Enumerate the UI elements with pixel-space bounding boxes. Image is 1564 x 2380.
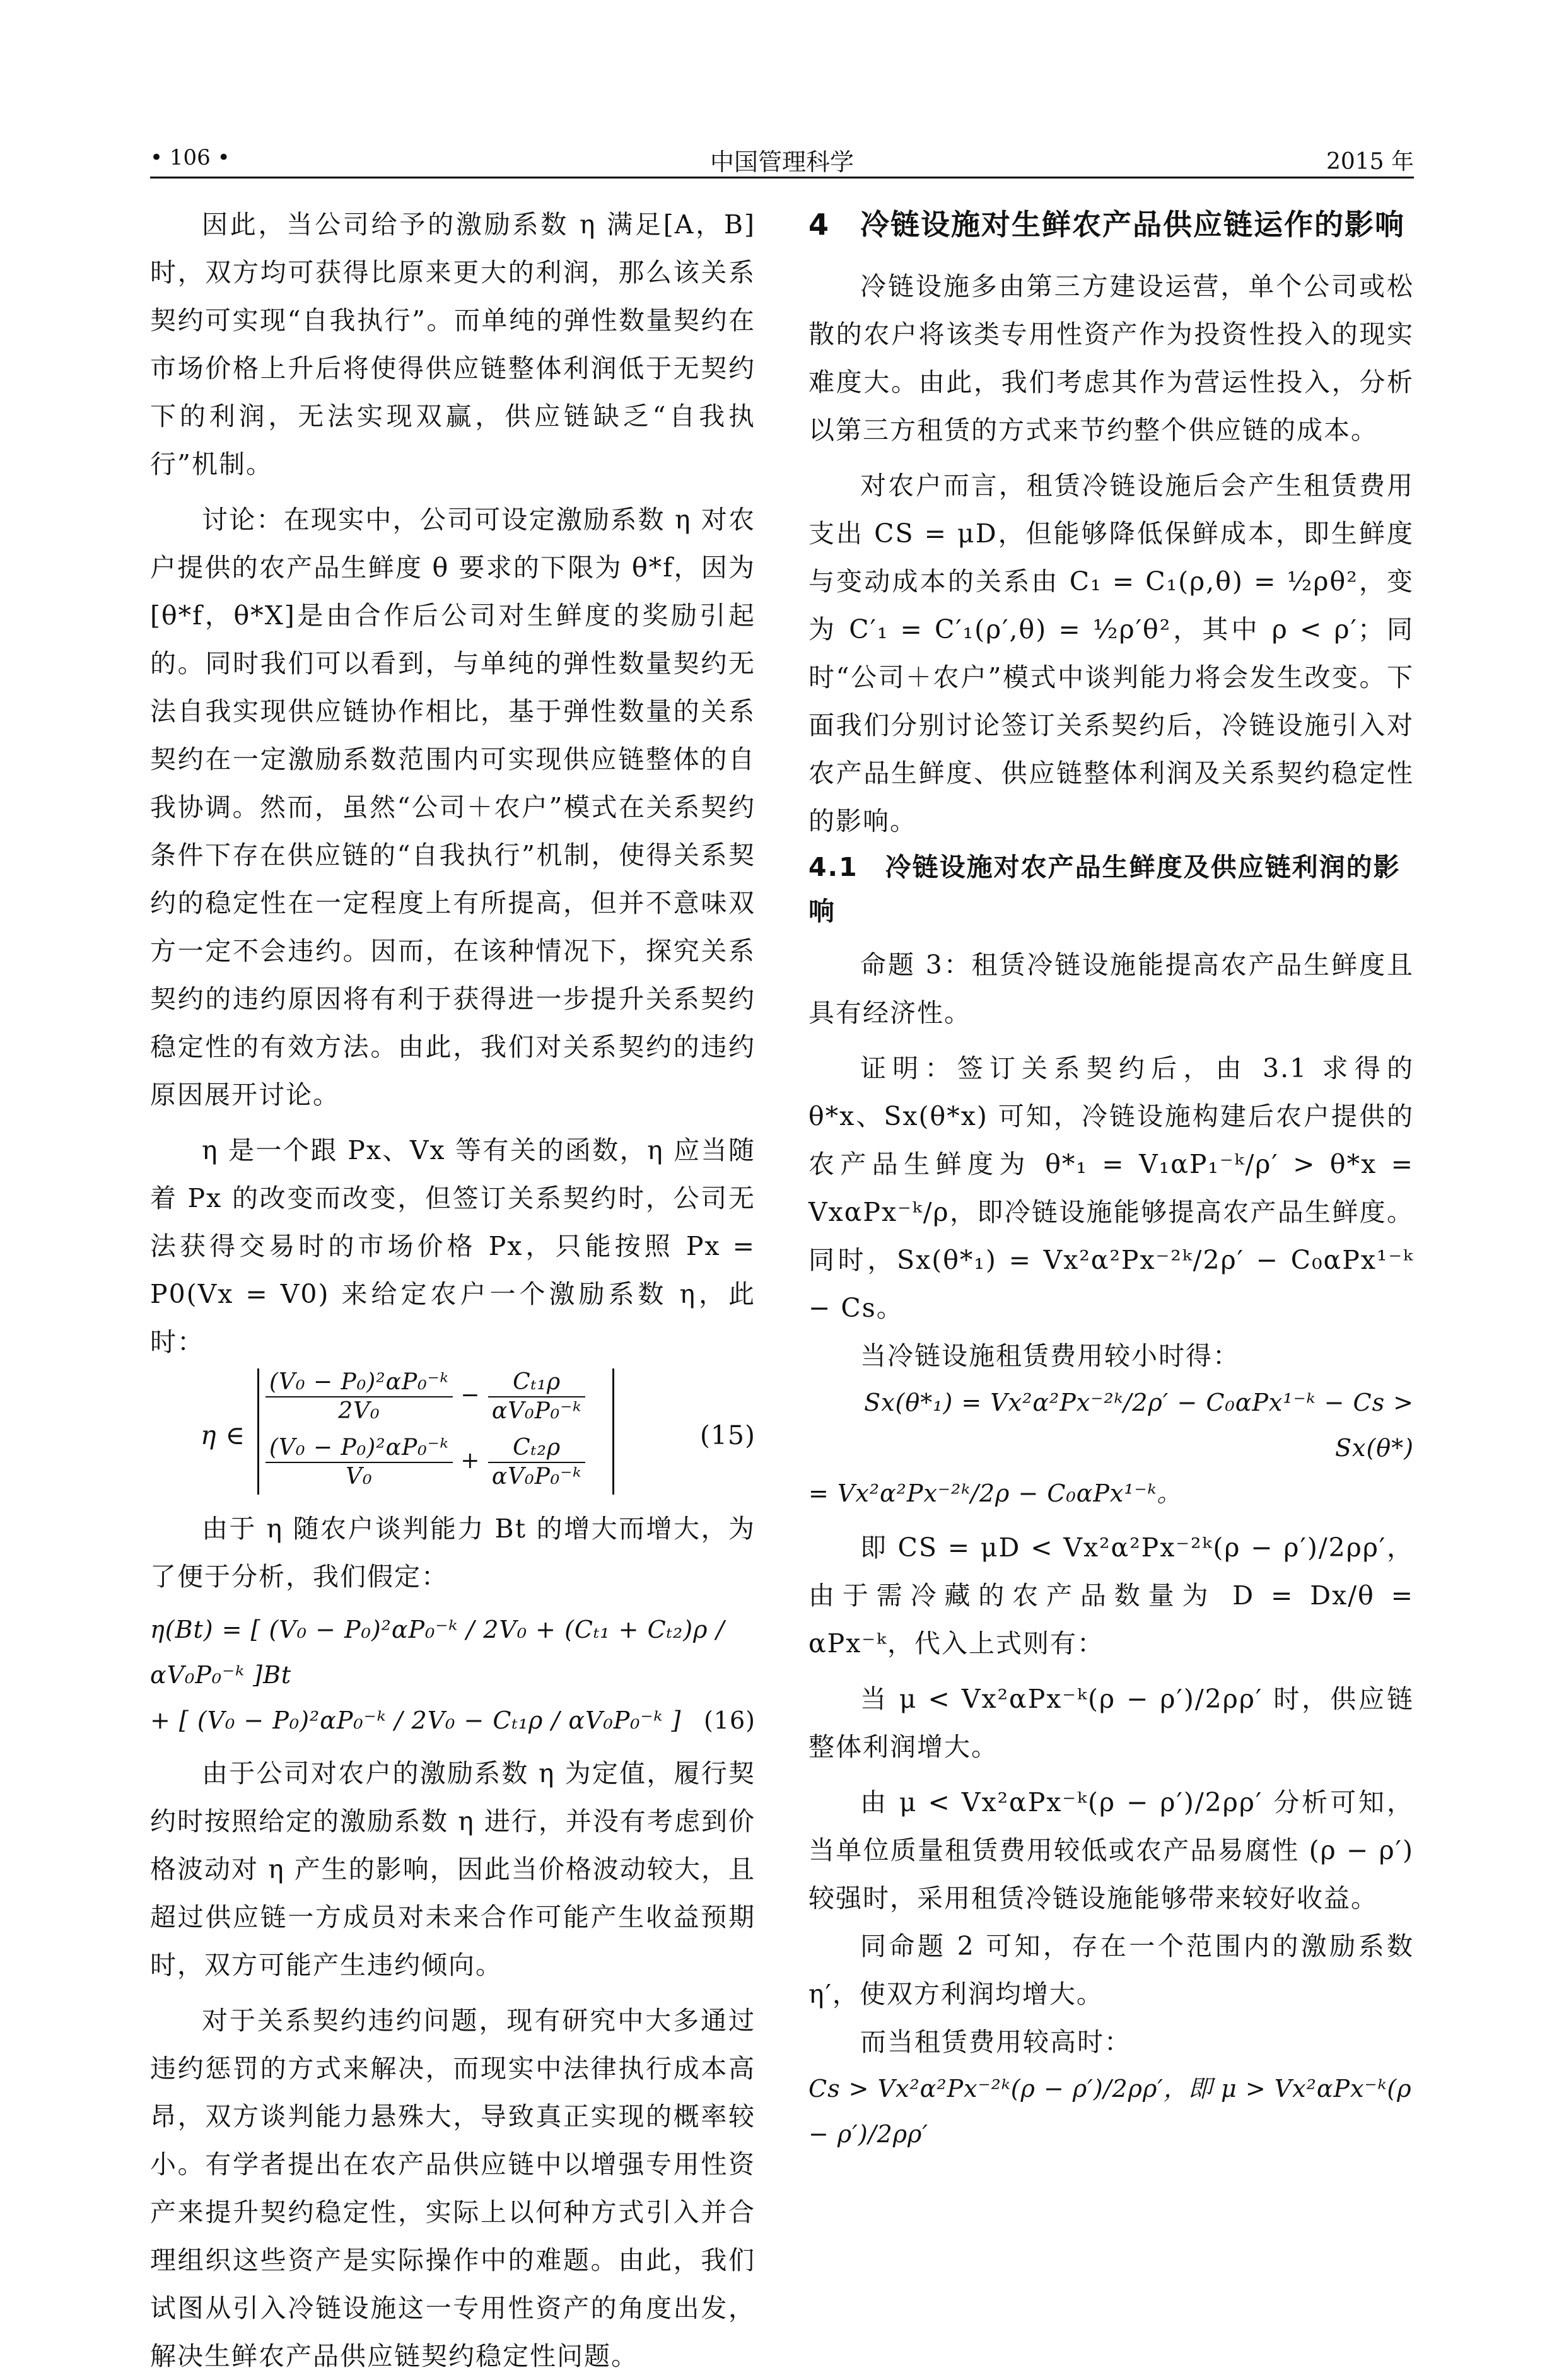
eq15-r1a-den: 2V₀	[338, 1398, 380, 1424]
equation-high-cost: Cs > Vx²α²Px⁻²ᵏ(ρ − ρ′)/2ρρ′，即 μ > Vx²αPx⁻ᵏ(ρ − ρ′)/2ρρ′	[808, 2075, 1412, 2148]
equation-number: (16)	[703, 1706, 756, 1734]
equation-16-line1: η(Bt) = [ (V₀ − P₀)²αP₀⁻ᵏ / 2V₀ + (Cₜ₁ + Cₜ₂)ρ / αV₀P₀⁻ᵏ ]Bt	[150, 1616, 725, 1689]
eq15-r2b-num: Cₜ₂ρ	[488, 1434, 586, 1463]
left-column	[150, 201, 756, 2380]
paragraph: 当 μ < Vx²αPx⁻ᵏ(ρ − ρ′)/2ρρ′ 时，供应链整体利润增大。	[808, 1684, 1414, 1762]
equation-number: (15)	[699, 1420, 756, 1450]
eq15-r1b-den: αV₀P₀⁻ᵏ	[491, 1398, 582, 1424]
paragraph: 由于公司对农户的激励系数 η 为定值，履行契约时按照给定的激励系数 η 进行，并没有考虑到价格波动对 η 产生的影响，因此当价格波动较大，且超过供应链一方成员对未来合作可能产生收益预期时，双方可能产生违约倾向。	[150, 1758, 756, 1980]
equation-profit-1: Sx(θ*₁) = Vx²α²Px⁻²ᵏ/2ρ′ − C₀αPx¹⁻ᵏ − Cs > Sx(θ*)	[864, 1389, 1414, 1462]
eq15-lhs: η ∈	[201, 1420, 245, 1450]
paragraph: 冷链设施多由第三方建设运营，单个公司或松散的农户将该类专用性资产作为投资性投入的现实难度大。由此，我们考虑其作为营运性投入，分析以第三方租赁的方式来节约整个供应链的成本。	[808, 271, 1414, 445]
equation-16-line2-text: + [ (V₀ − P₀)²αP₀⁻ᵏ / 2V₀ − Cₜ₁ρ / αV₀P₀⁻ᵏ ]	[150, 1706, 682, 1734]
paragraph: η 是一个跟 Px、Vx 等有关的函数，η 应当随着 Px 的改变而改变，但签订关系契约时，公司无法获得交易时的市场价格 Px，只能按照 Px = P0(Vx = V0) 来给定农户一个激励系数 η，此时：	[150, 1135, 756, 1357]
equation-16-line2	[150, 1698, 756, 1743]
journal-title: 中国管理科学	[709, 148, 854, 176]
running-header	[150, 140, 1414, 175]
paragraph: 即 CS = μD < Vx²α²Px⁻²ᵏ(ρ − ρ′)/2ρρ′，由于需冷藏的农产品数量为 D = Dx/θ = αPx⁻ᵏ，代入上式则有：	[808, 1532, 1414, 1659]
subsection-heading: 4.1 冷链设施对农产品生鲜度及供应链利润的影响	[808, 852, 1401, 926]
section-heading: 4 冷链设施对生鲜农产品供应链运作的影响	[808, 207, 1406, 242]
right-column	[808, 201, 1414, 2157]
paragraph: 由 μ < Vx²αPx⁻ᵏ(ρ − ρ′)/2ρρ′ 分析可知，当单位质量租赁费用较低或农产品易腐性 (ρ − ρ′) 较强时，采用租赁冷链设施能够带来较好收益。	[808, 1787, 1414, 1913]
paragraph: 命题 3：租赁冷链设施能提高农产品生鲜度且具有经济性。	[808, 950, 1414, 1028]
paragraph: 当冷链设施租赁费用较小时得：	[860, 1341, 1240, 1371]
paragraph: 同命题 2 可知，存在一个范围内的激励系数 η′，使双方利润均增大。	[808, 1931, 1414, 2009]
equation-15	[150, 1366, 756, 1505]
header-rule	[150, 177, 1414, 178]
paragraph: 讨论：在现实中，公司可设定激励系数 η 对农户提供的农产品生鲜度 θ 要求的下限为 θ*f，因为[θ*f，θ*X]是由合作后公司对生鲜度的奖励引起的。同时我们可以看到，与单纯的弹性数量契约无法自我实现供应链协作相比，基于弹性数量的关系契约在一定激励系数范围内可实现供应链整体的自我协调。然而，虽然“公司＋农户”模式在关系契约条件下存在供应链的“自我执行”机制，使得关系契约的稳定性在一定程度上有所提高，但并不意味双方一定不会违约。因而，在该种情况下，探究关系契约的违约原因将有利于获得进一步提升关系契约稳定性的有效方法。由此，我们对关系契约的违约原因展开讨论。	[150, 505, 756, 1110]
eq15-matrix: $\frac{\text{(V₀ − P₀)²αP₀⁻ᵏ}}{\text{2V₀}}$ − $\frac{\text{Cₜ₁ρ}}{\text{αV₀P₀⁻ᵏ}}$ $\frac{\text{(V₀ − P₀)²αP₀⁻ᵏ}}{\text{V₀}}$ + $\frac{\text{Cₜ₂ρ}}{\text{αV₀P₀⁻ᵏ}}$	[257, 1368, 614, 1495]
paragraph: 对于关系契约违约问题，现有研究中大多通过违约惩罚的方式来解决，而现实中法律执行成本高昂，双方谈判能力悬殊大，导致真正实现的概率较小。有学者提出在农产品供应链中以增强专用性资产来提升契约稳定性，实际上以何种方式引入并合理组织这些资产是实际操作中的难题。由此，我们试图从引入冷链设施这一专用性资产的角度出发，解决生鲜农产品供应链契约稳定性问题。	[150, 2005, 756, 2371]
paragraph: 而当租赁费用较高时：	[860, 2027, 1131, 2057]
eq15-r2a-den: V₀	[346, 1464, 373, 1490]
equation-profit-2: = Vx²α²Px⁻²ᵏ/2ρ − C₀αPx¹⁻ᵏ。	[808, 1479, 1182, 1507]
publication-year: 2015 年	[1326, 149, 1414, 175]
paragraph: 对农户而言，租赁冷链设施后会产生租赁费用支出 CS = μD，但能够降低保鲜成本，即生鲜度与变动成本的关系由 C₁ = C₁(ρ,θ) = ½ρθ²，变为 C′₁ = C′₁(ρ′,θ) = ½ρ′θ²，其中 ρ < ρ′；同时“公司＋农户”模式中谈判能力将会发生改变。下面我们分别讨论签订关系契约后，冷链设施引入对农产品生鲜度、供应链整体利润及关系契约稳定性的影响。	[808, 470, 1414, 836]
eq15-r2b-den: αV₀P₀⁻ᵏ	[491, 1464, 582, 1490]
paragraph: 因此，当公司给予的激励系数 η 满足[A，B]时，双方均可获得比原来更大的利润，那么该关系契约可实现“自我执行”。而单纯的弹性数量契约在市场价格上升后将使得供应链整体利润低于无契约下的利润，无法实现双赢，供应链缺乏“自我执行”机制。	[150, 209, 756, 479]
paragraph: 由于 η 随农户谈判能力 Bt 的增大而增大，为了便于分析，我们假定：	[150, 1514, 756, 1592]
eq15-r1b-num: Cₜ₁ρ	[488, 1368, 586, 1397]
paragraph: 证明：签订关系契约后，由 3.1 求得的 θ*x、Sx(θ*x) 可知，冷链设施构建后农户提供的农产品生鲜度为 θ*₁ = V₁αP₁⁻ᵏ/ρ′ > θ*x = VxαPx⁻ᵏ/ρ，即冷链设施能够提高农产品生鲜度。同时，Sx(θ*₁) = Vx²α²Px⁻²ᵏ/2ρ′ − C₀αPx¹⁻ᵏ − Cs。	[808, 1053, 1414, 1323]
page-number: • 106 •	[150, 145, 230, 170]
eq15-r2a-num: (V₀ − P₀)²αP₀⁻ᵏ	[266, 1434, 453, 1463]
eq15-r1a-num: (V₀ − P₀)²αP₀⁻ᵏ	[266, 1368, 453, 1397]
